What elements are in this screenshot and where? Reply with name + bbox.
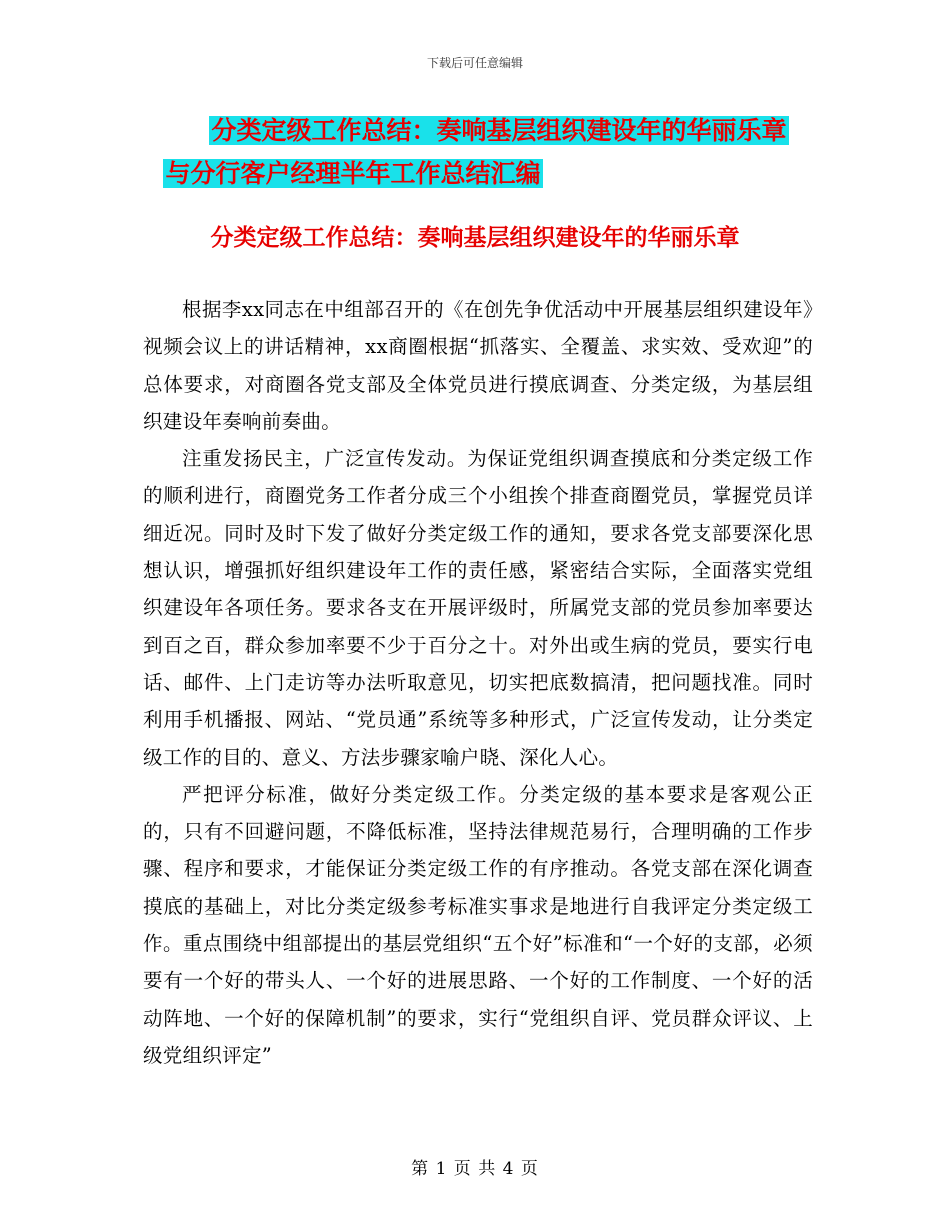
page-header-note: 下载后可任意编辑 xyxy=(426,56,523,70)
paragraph-1: 根据李xx同志在中组部召开的《在创先争优活动中开展基层组织建设年》视频会议上的讲话精神，xx商圈根据“抓落实、全覆盖、求实效、受欢迎”的总体要求，对商圈各党支部及全体党员进行摸底调查、分类定级，为基层组织建设年奏响前奏曲。 xyxy=(143,298,813,433)
document-title-line-2 xyxy=(0,156,828,192)
document-title-text-1: 分类定级工作总结：奏响基层组织建设年的华丽乐章 xyxy=(211,116,787,145)
paragraph-2: 注重发扬民主，广泛宣传发动。为保证党组织调查摸底和分类定级工作的顺利进行，商圈党务工作者分成三个小组挨个排查商圈党员，掌握党员详细近况。同时及时下发了做好分类定级工作的通知，要求各党支部要深化思想认识，增强抓好组织建设年工作的责任感，紧密结合实际，全面落实党组织建设年各项任务。要求各支在开展评级时，所属党支部的党员参加率要达到百之百，群众参加率要不少于百分之十。对外出或生病的党员，要实行电话、邮件、上门走访等办法听取意见，切实把底数搞清，把问题找准。同时利用手机播报、网站、“党员通”系统等多种形式，广泛宣传发动，让分类定级工作的目的、意义、方法步骤家喻户晓、深化人心。 xyxy=(143,447,813,769)
document-title-text-2: 与分行客户经理半年工作总结汇编 xyxy=(165,159,541,188)
paragraph-3: 严把评分标准，做好分类定级工作。分类定级的基本要求是客观公正的，只有不回避问题，不降低标准，坚持法律规范易行，合理明确的工作步骤、程序和要求，才能保证分类定级工作的有序推动。各党支部在深化调查摸底的基础上，对比分类定级参考标准实事求是地进行自我评定分类定级工作。重点围绕中组部提出的基层党组织“五个好”标准和“一个好的支部，必须要有一个好的带头人、一个好的进展思路、一个好的工作制度、一个好的活动阵地、一个好的保障机制”的要求，实行“党组织自评、党员群众评议、上级党组织评定” xyxy=(143,782,813,1067)
page-number-footer: 第 1 页 共 4 页 xyxy=(411,1159,539,1179)
document-body xyxy=(143,291,813,1074)
document-title-line-1 xyxy=(24,113,950,149)
section-heading: 分类定级工作总结：奏响基层组织建设年的华丽乐章 xyxy=(210,224,740,251)
